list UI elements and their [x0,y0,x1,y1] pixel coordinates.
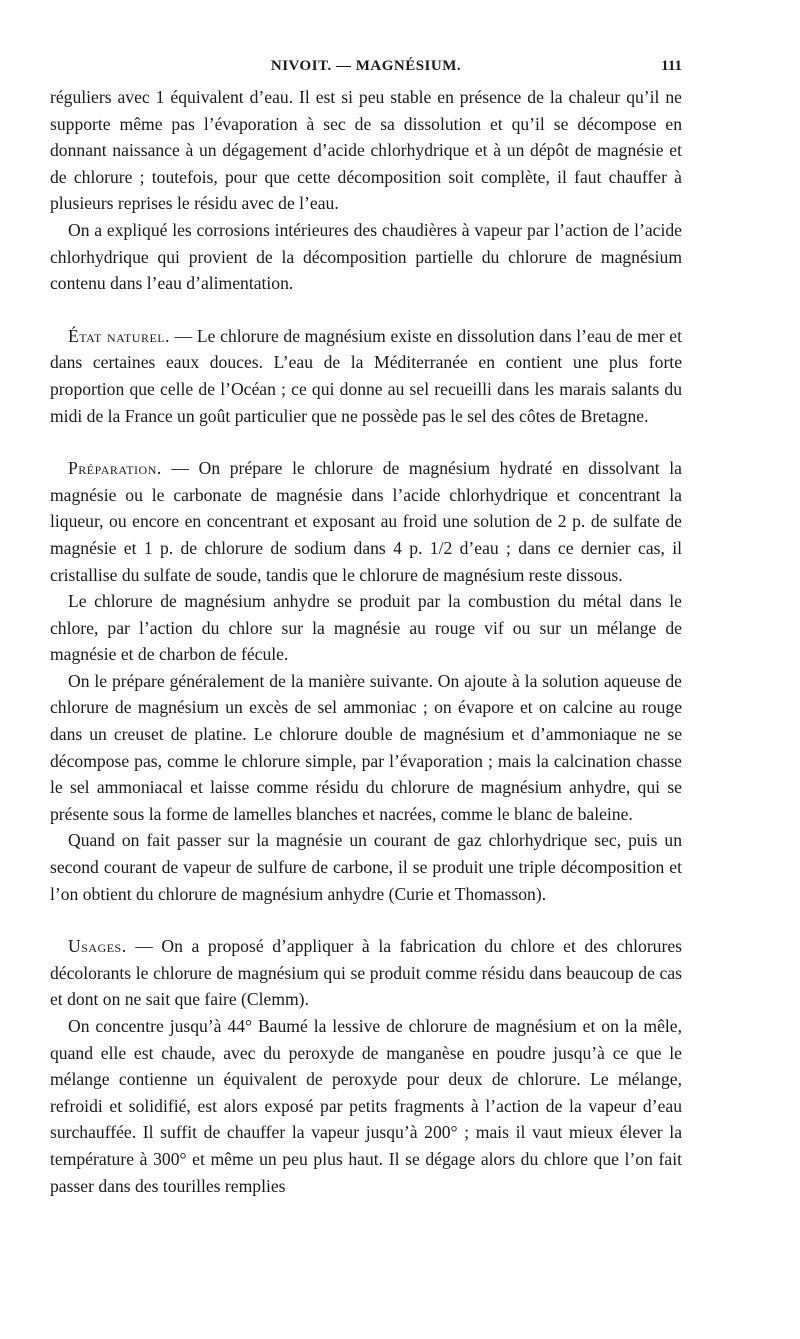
section-heading-usages: Usages. [68,936,127,957]
paragraph-preparation-text: — On prépare le chlorure de magnésium hydraté en dissolvant la magnésie ou le carbonate de magnésie dans l’acide chlorhydrique et concentrant la liqueur, ou encore en concentrant et exposant au froid une solution de 2 p. de sulfate de magnésie et 1 p. de chlorure de sodium dans 4 p. 1/2 d’eau ; dans ce dernier cas, il cristallise du sulfate de soude, tandis que le chlorure de magnésium reste dissous. [50,458,682,585]
paragraph-etat-naturel-text: — Le chlorure de magnésium existe en dissolution dans l’eau de mer et dans certaines eaux douces. L’eau de la Méditerranée en contient une plus forte proportion que celle de l’Océan ; ce qui donne au sel recueilli dans les marais salants du midi de la France un goût particulier que ne possède pas le sel des côtes de Bretagne. [50,325,682,426]
running-title: NIVOIT. — MAGNÉSIUM. [270,58,462,74]
paragraph-anhydre: Le chlorure de magnésium anhydre se produit par la combustion du métal dans le chlore, par l’action du chlore sur la magnésie au rouge vif ou sur un mélange de magnésie et de charbon de fécule. [50,591,682,665]
page-body [50,84,682,1199]
page-number: 111 [661,58,682,74]
paragraph-preparation [50,455,682,588]
paragraph-methode: On le prépare généralement de la manière suivante. On ajoute à la solution aqueuse de chlorure de magnésium un excès de sel ammoniac ; on évapore et on calcine au rouge dans un creuset de platine. Le chlorure double de magnésium et d’ammoniaque ne se décompose pas, comme le chlorure simple, par l’évaporation ; mais la calcination chasse le sel ammoniacal et laisse comme résidu du chlorure de magnésium anhydre, qui se présente sous la forme de lamelles blanches et nacrées, comme le blanc de baleine. [50,670,682,824]
paragraph-usages-text: — On a proposé d’appliquer à la fabrication du chlore et des chlorures décolorants le chlorure de magnésium qui se produit comme résidu dans beaucoup de cas et dont on ne sait que faire (Clemm). [50,936,682,1010]
section-heading-etat-naturel: État naturel. [68,325,171,346]
running-head [50,58,682,84]
paragraph-etat-naturel [50,323,682,429]
paragraph-2: On a expliqué les corrosions intérieures des chaudières à vapeur par l’action de l’acide chlorhydrique qui provient de la décomposition partielle du chlorure de magnésium contenu dans l’eau d’alimentation. [50,219,682,294]
paragraph-concentre: On concentre jusqu’à 44° Baumé la lessive de chlorure de magnésium et on la mêle, quand elle est chaude, avec du peroxyde de manganèse en poudre jusqu’à ce que le mélange contienne un équivalent de peroxyde pour deux de chlorure. Le mélange, refroidi et solidifié, est alors exposé par petits fragments à l’action de la vapeur d’eau surchauffée. Il suffit de chauffer la vapeur jusqu’à 200° ; mais il vaut mieux élever la température à 300° et même un peu plus haut. Il se dégage alors du chlore que l’on fait passer dans des tourilles remplies [50,1016,682,1196]
paragraph-curie: Quand on fait passer sur la magnésie un courant de gaz chlorhydrique sec, puis un second courant de vapeur de sulfure de carbone, il se produit une triple décomposition et l’on obtient du chlorure de magnésium anhydre (Curie et Thomasson). [50,830,682,904]
paragraph-usages [50,933,682,1013]
paragraph-1: réguliers avec 1 équivalent d’eau. Il est si peu stable en présence de la chaleur qu’il ne supporte même pas l’évaporation à sec de sa dissolution et qu’il se décompose en donnant naissance à un dégagement d’acide chlorhydrique et à un dépôt de magnésie et de chlorure ; toutefois, pour que cette décomposition soit complète, il faut chauffer à plusieurs reprises le résidu avec de l’eau. [50,87,682,214]
section-heading-preparation: Préparation. [68,458,162,479]
